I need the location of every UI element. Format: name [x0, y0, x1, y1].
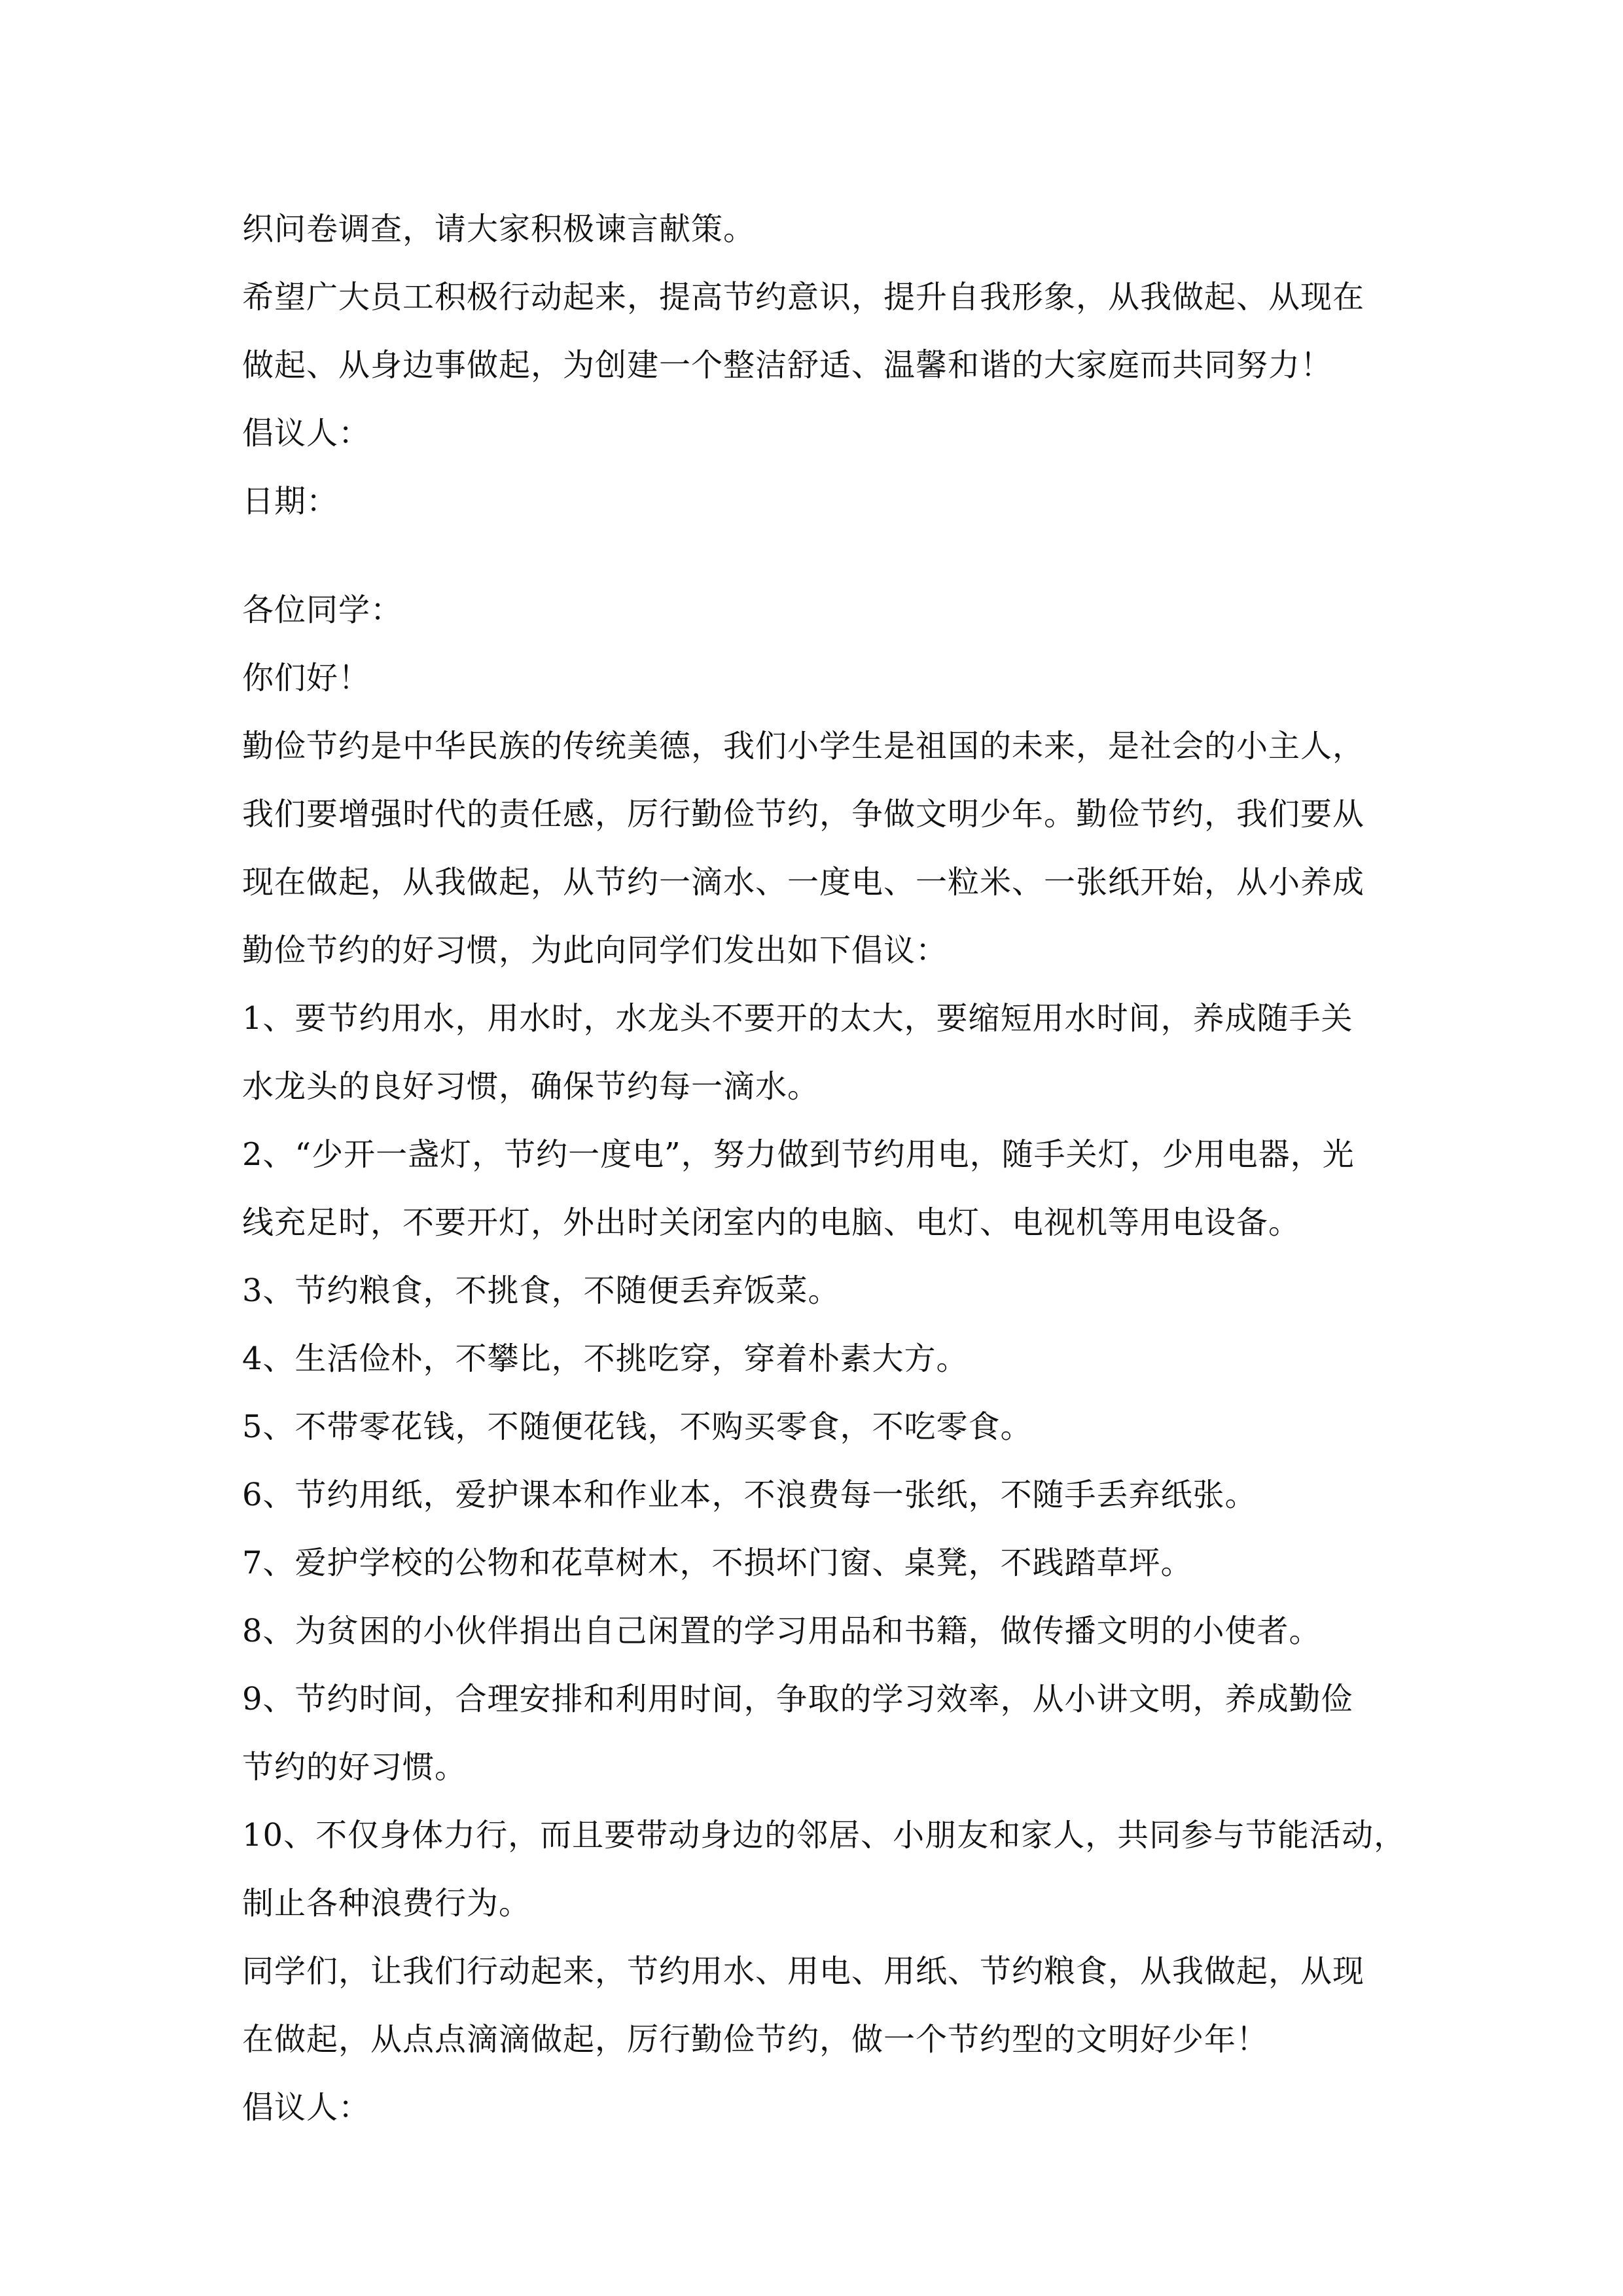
proposal-item: 6、节约用纸，爱护课本和作业本，不浪费每一张纸，不随手丢弃纸张。: [242, 1477, 1257, 1513]
text-line: 勤俭节约是中华民族的传统美德，我们小学生是祖国的未来，是社会的小主人，: [242, 728, 1365, 764]
text-line: 织问卷调查，请大家积极谏言献策。: [242, 211, 756, 247]
proposal-item: 2、“少开一盏灯，节约一度电”，努力做到节约用电，随手关灯，少用电器，光: [242, 1136, 1355, 1173]
text-line: 希望广大员工积极行动起来，提高节约意识，提升自我形象，从我做起、从现在: [242, 279, 1365, 315]
proposal-item-continued: 线充足时，不要开灯，外出时关闭室内的电脑、电灯、电视机等用电设备。: [242, 1204, 1301, 1241]
proposal-closing-section: [242, 195, 1394, 535]
proposal-item: 4、生活俭朴，不攀比，不挑吃穿，穿着朴素大方。: [242, 1340, 969, 1377]
proposal-item: 8、为贫困的小伙伴捐出自己闲置的学习用品和书籍，做传播文明的小使者。: [242, 1613, 1321, 1649]
greeting: 你们好！: [242, 660, 371, 696]
salutation: 各位同学：: [242, 592, 403, 628]
proposal-item: 7、爱护学校的公物和花草树木，不损坏门窗、桌凳，不践踏草坪。: [242, 1545, 1193, 1581]
text-line: 在做起，从点点滴滴做起，厉行勤俭节约，做一个节约型的文明好少年！: [242, 2021, 1269, 2058]
date-label: 日期：: [242, 483, 339, 520]
proposal-item: 9、节约时间，合理安排和利用时间，争取的学习效率，从小讲文明，养成勤俭: [242, 1681, 1353, 1717]
proposal-item: 5、不带零花钱，不随便花钱，不购买零食，不吃零食。: [242, 1408, 1033, 1445]
proposer-label: 倡议人：: [242, 415, 371, 452]
proposal-item-continued: 制止各种浪费行为。: [242, 1885, 531, 1922]
text-line: 我们要增强时代的责任感，厉行勤俭节约，争做文明少年。勤俭节约，我们要从: [242, 796, 1365, 833]
proposal-item-continued: 水龙头的良好习惯，确保节约每一滴水。: [242, 1068, 820, 1105]
proposer-label: 倡议人：: [242, 2089, 371, 2126]
text-line: 现在做起，从我做起，从节约一滴水、一度电、一粒米、一张纸开始，从小养成: [242, 864, 1365, 901]
text-line: 勤俭节约的好习惯，为此向同学们发出如下倡议：: [242, 932, 948, 969]
proposal-item: 10、不仅身体力行，而且要带动身边的邻居、小朋友和家人，共同参与节能活动，: [242, 1817, 1406, 1854]
proposal-item: 1、要节约用水，用水时，水龙头不要开的太大，要缩短用水时间，养成随手关: [242, 1000, 1353, 1037]
text-line: 同学们，让我们行动起来，节约用水、用电、用纸、节约粮食，从我做起，从现: [242, 1953, 1365, 1990]
proposal-item-continued: 节约的好习惯。: [242, 1749, 467, 1785]
proposal-item: 3、节约粮食，不挑食，不随便丢弃饭菜。: [242, 1272, 840, 1309]
text-line: 做起、从身边事做起，为创建一个整洁舒适、温馨和谐的大家庭而共同努力！: [242, 347, 1333, 384]
student-proposal-section: [242, 576, 1406, 2142]
